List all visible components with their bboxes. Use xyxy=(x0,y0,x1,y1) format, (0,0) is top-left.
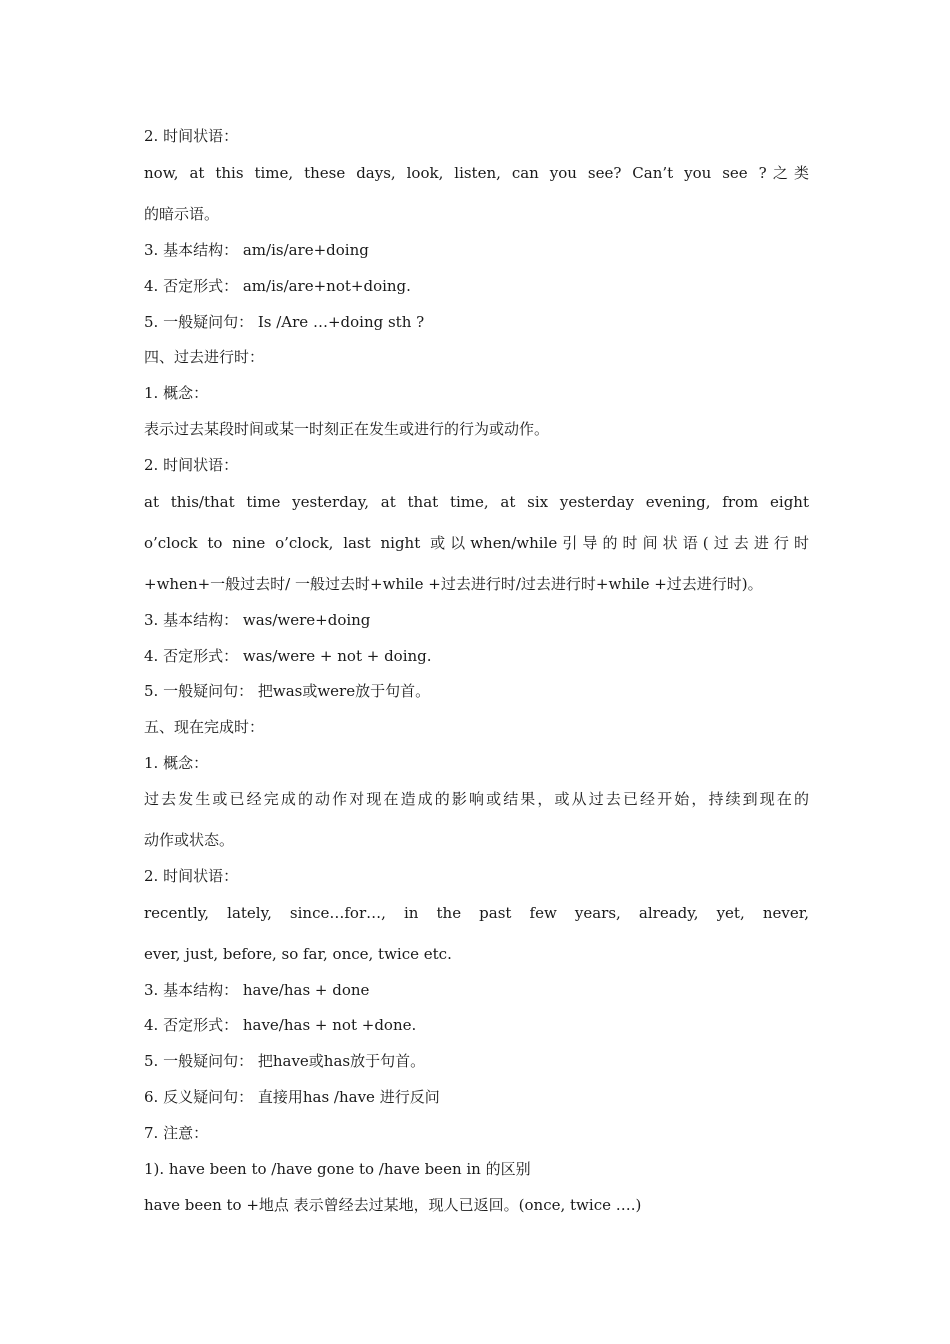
text-line: 动作或状态。 xyxy=(144,831,235,849)
text-line: 表示过去某段时间或某一时刻正在发生或进行的行为或动作。 xyxy=(144,420,550,438)
text-line: 2. 时间状语： xyxy=(144,456,239,474)
text-line: 4. 否定形式： am/is/are+not+doing. xyxy=(144,277,411,295)
text-line: 5. 一般疑问句： 把have或has放于句首。 xyxy=(144,1052,426,1070)
text-line: 4. 否定形式： have/has + not +done. xyxy=(144,1016,417,1034)
text-line: 1). have been to /have gone to /have been in 的区别 xyxy=(144,1160,531,1178)
text-line: 7. 注意： xyxy=(144,1124,209,1142)
text-line: 6. 反义疑问句： 直接用has /have 进行反问 xyxy=(144,1088,440,1106)
text-line: 3. 基本结构： was/were+doing xyxy=(144,611,371,629)
text-line: at this/that time yesterday, at that time, at six yesterday evening, from eight xyxy=(144,493,809,511)
text-line: 的暗示语。 xyxy=(144,205,220,223)
text-line: 3. 基本结构： am/is/are+doing xyxy=(144,241,369,259)
text-line: 5. 一般疑问句： Is /Are …+doing sth ? xyxy=(144,313,425,331)
text-line: 过去发生或已经完成的动作对现在造成的影响或结果，或从过去已经开始，持续到现在的 xyxy=(144,790,809,808)
text-line: o’clock to nine o’clock, last night 或以when/while引导的时间状语(过去进行时 xyxy=(144,534,809,552)
text-line: 1. 概念： xyxy=(144,384,209,402)
text-line: now, at this time, these days, look, listen, can you see? Can’t you see ?之类 xyxy=(144,164,809,182)
text-line: 4. 否定形式： was/were + not + doing. xyxy=(144,647,432,665)
text-line: 2. 时间状语： xyxy=(144,127,239,145)
text-line: 1. 概念： xyxy=(144,754,209,772)
text-line: +when+一般过去时/ 一般过去时+while +过去进行时/过去进行时+while +过去进行时)。 xyxy=(144,575,763,593)
section-heading: 四、过去进行时： xyxy=(144,348,265,366)
section-heading: 五、现在完成时： xyxy=(144,718,265,736)
text-line: 5. 一般疑问句： 把was或were放于句首。 xyxy=(144,682,431,700)
text-line: 2. 时间状语： xyxy=(144,867,239,885)
text-line: ever, just, before, so far, once, twice etc. xyxy=(144,945,452,963)
text-line: 3. 基本结构： have/has + done xyxy=(144,981,370,999)
text-line: have been to +地点 表示曾经去过某地，现人已返回。(once, twice ….) xyxy=(144,1196,642,1214)
text-line: recently, lately, since…for…, in the past few years, already, yet, never, xyxy=(144,904,809,922)
